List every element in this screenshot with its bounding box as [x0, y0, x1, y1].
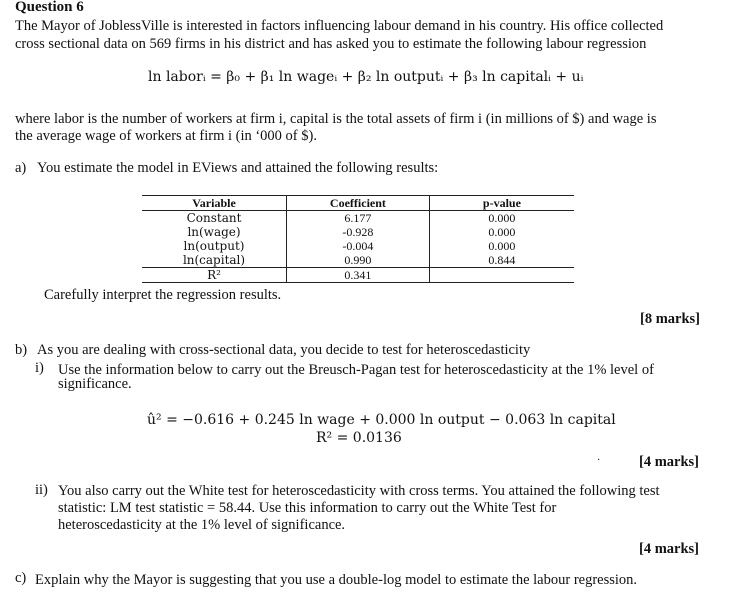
question-title: Question 6 — [15, 0, 84, 15]
table-header-row — [142, 196, 574, 211]
part-b-ii-label: ii) — [35, 482, 48, 498]
cell-r2-label: R² — [142, 268, 287, 283]
regression-table — [142, 195, 574, 283]
header-pvalue: p-value — [429, 196, 574, 211]
cell-coefficient: 6.177 — [287, 211, 430, 226]
part-b-ii-line-2: statistic: LM test statistic = 58.44. Use this information to carry out the White Test for — [58, 500, 557, 516]
cell-variable: Constant — [186, 211, 242, 225]
header-variable: Variable — [142, 196, 287, 211]
cell-variable: ln(output) — [183, 239, 245, 253]
bp-r-squared: R² = 0.0136 — [316, 430, 402, 446]
cell-coefficient: -0.004 — [287, 239, 430, 253]
where-line-1: where labor is the number of workers at firm i, capital is the total assets of firm i (in millions of $) and wage is — [15, 111, 657, 127]
cell-empty — [429, 268, 574, 283]
part-a-text: You estimate the model in EViews and attained the following results: — [37, 160, 439, 176]
part-b-ii-marks: [4 marks] — [638, 541, 699, 557]
part-a-marks: [8 marks] — [639, 311, 700, 327]
header-coefficient: Coefficient — [287, 196, 430, 211]
part-b-i-marks: [4 marks] — [638, 454, 699, 470]
cell-pvalue: 0.844 — [429, 253, 574, 268]
table-row — [142, 211, 574, 226]
cell-pvalue: 0.000 — [429, 211, 574, 226]
part-b-i-line-2: significance. — [58, 376, 132, 392]
part-c-text: Explain why the Mayor is suggesting that you use a double-log model to estimate the labour regression. — [35, 572, 638, 588]
part-a-instruction: Carefully interpret the regression results. — [44, 287, 282, 303]
cell-pvalue: 0.000 — [429, 239, 574, 253]
table-row — [142, 253, 574, 268]
cell-pvalue: 0.000 — [429, 225, 574, 239]
part-b-label: b) — [15, 342, 28, 358]
bp-equation: û² = −0.616 + 0.245 ln wage + 0.000 ln output − 0.063 ln capital — [147, 412, 616, 428]
part-b-i-line-1: Use the information below to carry out the Breusch-Pagan test for heteroscedasticity at the 1% level of — [58, 362, 654, 378]
stray-dot: · — [597, 455, 601, 466]
model-equation: ln laborᵢ = β₀ + β₁ ln wageᵢ + β₂ ln outputᵢ + β₃ ln capitalᵢ + uᵢ — [148, 69, 584, 85]
part-a-label: a) — [15, 160, 27, 176]
part-b-ii-line-1: You also carry out the White test for heteroscedasticity with cross terms. You attained the following test — [58, 483, 660, 499]
part-b-ii-line-3: heteroscedasticity at the 1% level of significance. — [58, 517, 346, 533]
cell-variable: ln(capital) — [182, 253, 246, 267]
part-b-i-label: i) — [35, 360, 44, 376]
intro-line-2: cross sectional data on 569 firms in his district and has asked you to estimate the following labour regression — [15, 36, 647, 52]
where-line-2: the average wage of workers at firm i (in ‘000 of $). — [15, 128, 317, 144]
cell-coefficient: 0.990 — [287, 253, 430, 268]
cell-variable: ln(wage) — [187, 225, 241, 239]
part-b-text: As you are dealing with cross-sectional data, you decide to test for heteroscedasticity — [37, 342, 531, 358]
intro-line-1: The Mayor of JoblessVille is interested in factors influencing labour demand in his country. His office collected — [15, 18, 664, 34]
cell-coefficient: -0.928 — [287, 225, 430, 239]
part-c-label: c) — [15, 570, 27, 586]
table-row — [142, 239, 574, 253]
table-row — [142, 225, 574, 239]
table-row-r-squared — [142, 268, 574, 283]
cell-r2-value: 0.341 — [287, 268, 430, 283]
